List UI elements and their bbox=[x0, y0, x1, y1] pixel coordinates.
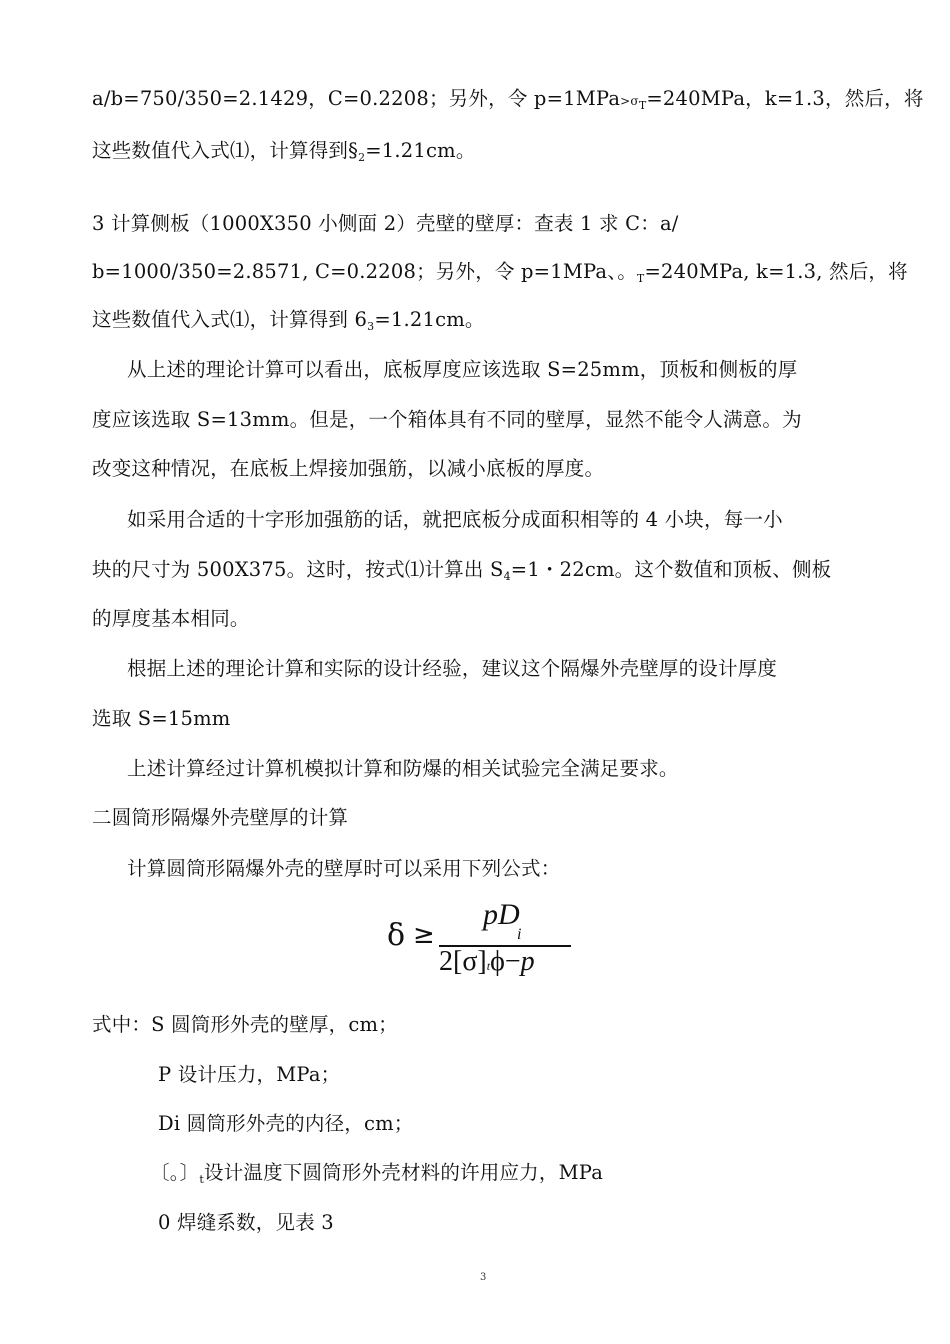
legend-line: Di 圆筒形外壳的内径，cm； bbox=[158, 1112, 414, 1135]
paragraph-line: 如采用合适的十字形加强筋的话，就把底板分成面积相等的 4 小块，每一小 bbox=[127, 508, 783, 531]
paragraph-line: 改变这种情况，在底板上焊接加强筋，以减小底板的厚度。 bbox=[92, 457, 605, 480]
paragraph-line: 根据上述的理论计算和实际的设计经验，建议这个隔爆外壳壁厚的设计厚度 bbox=[127, 657, 778, 680]
paragraph-line: a/b=750/350=2.1429，C=0.2208；另外，令 $p=1MPa>\sigma_T=240MPa$，k=1.3，然后，将 bbox=[92, 87, 924, 112]
legend-line: 〔。〕$_t$设计温度下圆筒形外壳材料的许用应力，MPa bbox=[150, 1161, 604, 1186]
paragraph-line: 从上述的理论计算可以看出，底板厚度应该选取 S=25mm，顶板和侧板的厚 bbox=[127, 358, 798, 381]
paragraph-line: 度应该选取 S=13mm。但是，一个箱体具有不同的壁厚，显然不能令人满意。为 bbox=[92, 408, 802, 431]
paragraph-line: 的厚度基本相同。 bbox=[92, 607, 250, 630]
wall-thickness-formula bbox=[383, 898, 593, 988]
legend-line: P 设计压力，MPa； bbox=[158, 1063, 341, 1086]
paragraph-line: 块的尺寸为 500X375。这时，按式⑴计算出 $S_4=1$・22cm。这个数值和顶板、侧板 bbox=[92, 558, 832, 583]
formula-denominator: 2[σ]tϕ−p bbox=[439, 946, 535, 977]
formula-numerator-subscript: i bbox=[517, 926, 522, 943]
paragraph-line: 这些数值代入式⑴，计算得到$\S_2=1.21cm$。 bbox=[92, 139, 476, 164]
formula-lhs: δ bbox=[387, 918, 406, 953]
section-heading: 3 计算侧板（1000X350 小侧面 2）壳壁的壁厚：查表 1 求 C：a/ bbox=[92, 212, 679, 235]
page-number: 3 bbox=[480, 1272, 487, 1283]
legend-line: 0 焊缝系数，见表 3 bbox=[158, 1211, 334, 1234]
paragraph-line: b=1000/350=2.8571, C=0.2208；另外，令 p=1MPa、。$_T$=240MPa, k=1.3, 然后，将 bbox=[92, 260, 908, 285]
paragraph-line: 这些数值代入式⑴，计算得到 $6_3=1.21cm$。 bbox=[92, 308, 485, 333]
section-heading: 二圆筒形隔爆外壳壁厚的计算 bbox=[92, 806, 349, 829]
legend-line: 式中：S 圆筒形外壳的壁厚，cm； bbox=[92, 1013, 398, 1036]
paragraph-line: 上述计算经过计算机模拟计算和防爆的相关试验完全满足要求。 bbox=[127, 757, 679, 780]
paragraph-line: 选取 S=15mm bbox=[92, 707, 231, 730]
formula-relation: ≥ bbox=[413, 920, 435, 950]
formula-numerator: pD bbox=[483, 898, 520, 931]
paragraph-line: 计算圆筒形隔爆外壳的壁厚时可以采用下列公式： bbox=[127, 857, 561, 880]
